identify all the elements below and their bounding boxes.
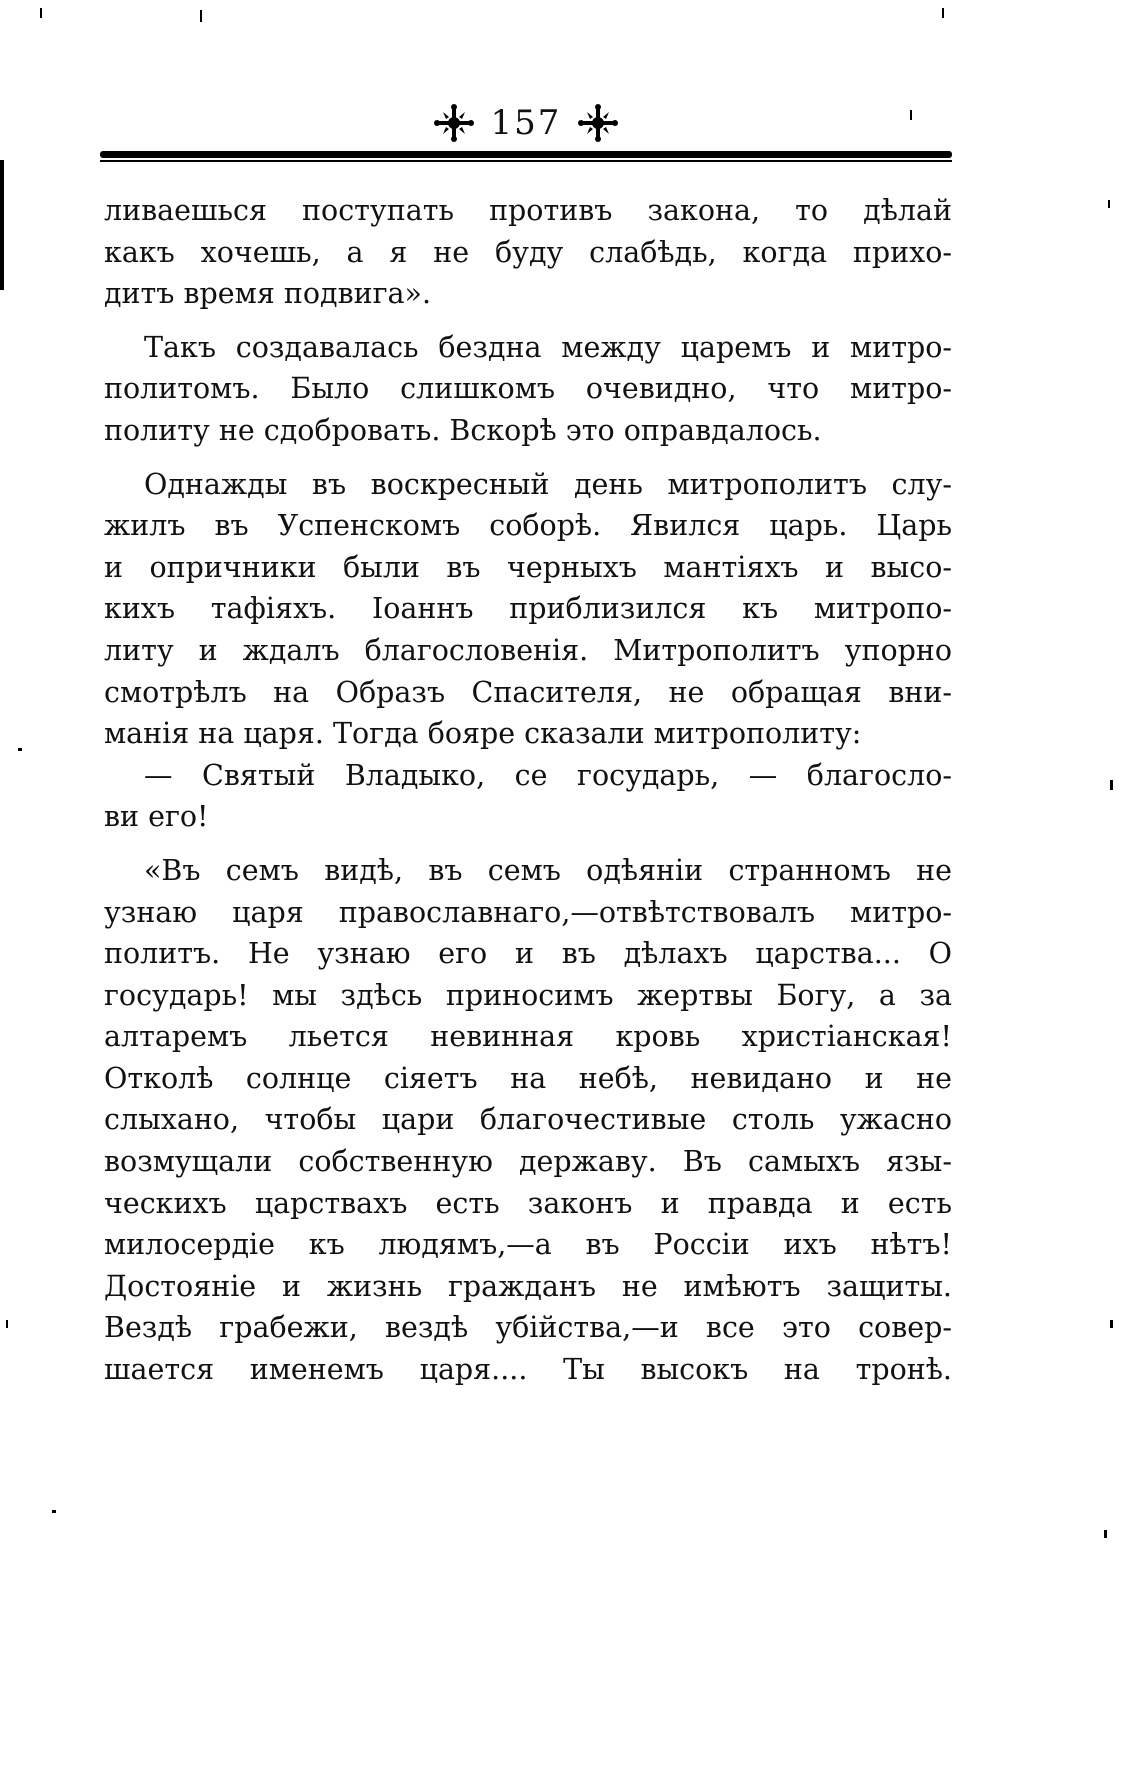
text-line: кихъ тафiяхъ. Iоаннъ приблизился къ митропо-: [104, 592, 952, 626]
text-line: Вездѣ грабежи, вездѣ убiйства,—и все это совер-: [104, 1311, 952, 1345]
text-line: государь! мы здѣсь приносимъ жертвы Богу, а за: [104, 978, 952, 1012]
text-line: Отколѣ солнце сiяетъ на небѣ, невидано и не: [104, 1061, 952, 1095]
text-line: — Святый Владыко, се государь, — благосло-: [144, 758, 952, 792]
text-line: Такъ создавалась бездна между царемъ и митро-: [144, 330, 952, 364]
header-rule: [100, 151, 952, 163]
text-line: ливаешься поступать противъ закона, то дѣлай: [104, 194, 952, 227]
text-line: Однажды въ воскресный день митрополитъ слу-: [144, 467, 952, 501]
binding-edge: [0, 160, 4, 290]
header-rule-thin: [100, 160, 952, 162]
text-line: «Въ семъ видѣ, въ семъ одѣянiи странномъ не: [144, 853, 952, 887]
header-rule-thick: [100, 151, 952, 158]
text-line: манiя на царя. Тогда бояре сказали митрополиту:: [104, 717, 862, 751]
header-ornaments: [100, 98, 952, 148]
body-text: [104, 190, 952, 1391]
text-line: смотрѣлъ на Образъ Спасителя, не обращая вни-: [104, 675, 952, 709]
text-line: дитъ время подвига».: [104, 277, 432, 311]
text-line: какъ хочешь, а я не буду слабѣдь, когда прихо-: [104, 235, 952, 269]
text-line: милосердiе къ людямъ,—а въ Россiи ихъ нѣтъ!: [104, 1228, 952, 1262]
text-line: литу и ждалъ благословенiя. Митрополитъ упорно: [104, 633, 952, 667]
ornament-icon: [575, 103, 621, 143]
text-line: политомъ. Было слишкомъ очевидно, что митро-: [104, 372, 952, 406]
page-number: 157: [490, 103, 562, 143]
text-line: политъ. Не узнаю его и въ дѣлахъ царства... О: [104, 937, 952, 971]
text-line: Достоянiе и жизнь гражданъ не имѣютъ защиты.: [104, 1269, 952, 1303]
text-line: слыхано, чтобы цари благочестивые столь ужасно: [104, 1103, 952, 1137]
text-line: алтаремъ льется невинная кровь христiанская!: [104, 1020, 952, 1054]
page-header: [100, 98, 952, 168]
text-line: ви его!: [104, 800, 209, 834]
text-line: узнаю царя православнаго,—отвѣтствовалъ митро-: [104, 895, 952, 929]
text-line: ческихъ царствахъ есть законъ и правда и есть: [104, 1186, 952, 1220]
text-line: возмущали собственную державу. Въ самыхъ язы-: [104, 1145, 952, 1179]
text-line: жилъ въ Успенскомъ соборѣ. Явился царь. Царь: [104, 509, 952, 543]
ornament-icon: [431, 103, 477, 143]
text-line: и опричники были въ черныхъ мантiяхъ и высо-: [104, 550, 952, 584]
text-line: шается именемъ царя.... Ты высокъ на тронѣ.: [104, 1353, 952, 1387]
text-line: политу не сдобровать. Вскорѣ это оправдалось.: [104, 413, 822, 447]
